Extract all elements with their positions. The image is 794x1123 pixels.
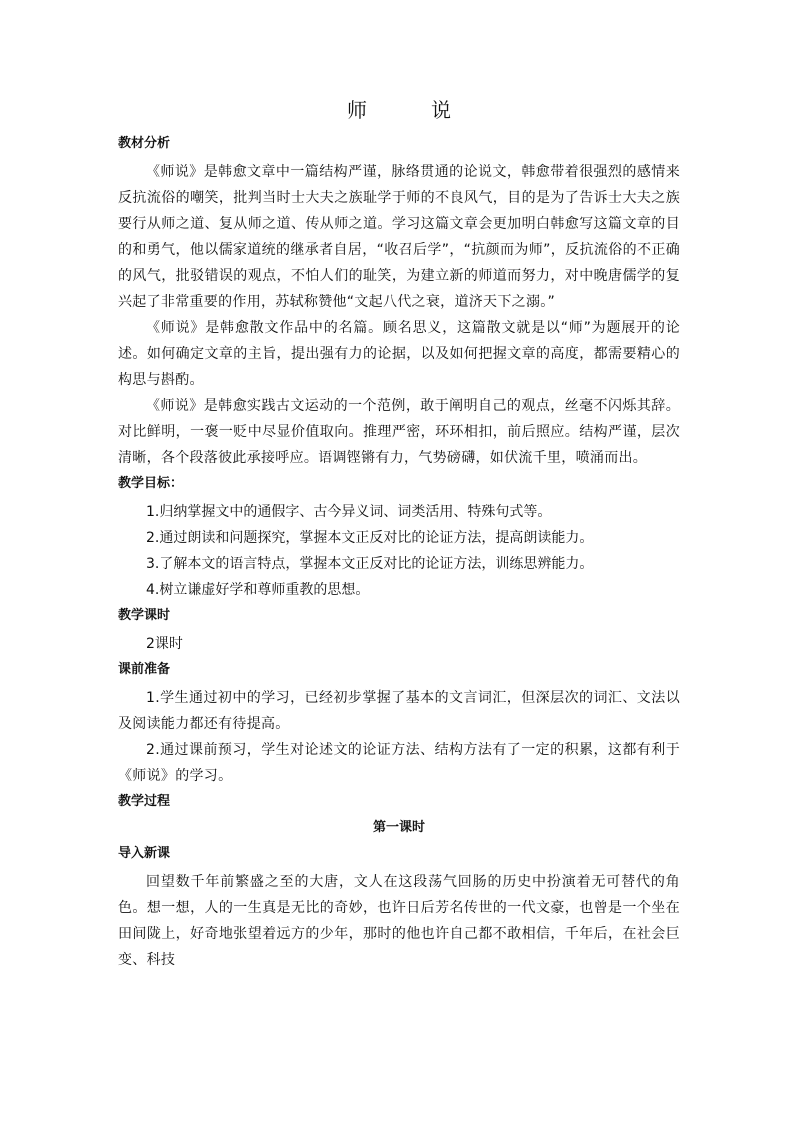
- hours-value: 2课时: [146, 636, 183, 652]
- analysis-paragraph-2: 《师说》是韩愈散文作品中的名篇。顾名思义，这篇散文就是以“师”为题展开的论述。如何确定文章的主旨，提出强有力的论据，以及如何把握文章的高度，都需要精心的构思与斟酌。: [118, 320, 680, 388]
- section-heading-hours: 教学课时: [118, 608, 171, 623]
- goal-item-4: 4.树立谦虚好学和尊师重教的思想。: [146, 582, 370, 598]
- section-heading-prep: 课前准备: [118, 662, 171, 677]
- document-page: [118, 95, 680, 973]
- prep-item-1: 1.学生通过初中的学习，已经初步掌握了基本的文言词汇，但深层次的词汇、文法以及阅读能力都还有待提高。: [118, 690, 680, 732]
- goal-item-1: 1.归纳掌握文中的通假字、古今异义词、词类活用、特殊句式等。: [146, 504, 552, 520]
- goal-item-3: 3.了解本文的语言特点，掌握本文正反对比的论证方法，训练思辨能力。: [146, 556, 594, 572]
- prep-item-2: 2.通过课前预习，学生对论述文的论证方法、结构方法有了一定的积累，这都有利于《师说》的学习。: [118, 742, 680, 784]
- section-heading-process: 教学过程: [118, 794, 171, 809]
- document-title: 师 说: [347, 98, 473, 122]
- intro-heading: 导入新课: [118, 846, 171, 861]
- analysis-paragraph-1: 《师说》是韩愈文章中一篇结构严谨，脉络贯通的论说文，韩愈带着很强烈的感情来反抗流俗的嘲笑，批判当时士大夫之族耻学于师的不良风气，目的是为了告诉士大夫之族要行从师之道、复从师之道、传从师之道。学习这篇文章会更加明白韩愈写这篇文章的目的和勇气，他以儒家道统的继承者自居，“收召后学”，“抗颜而为师”，反抗流俗的不正确的风气，批驳错误的观点，不怕人们的耻笑，为建立新的师道而努力，对中晚唐儒学的复兴起了非常重要的作用，苏轼称赞他“文起八代之衰，道济天下之溺。”: [118, 164, 680, 310]
- section-heading-analysis: 教材分析: [118, 136, 171, 151]
- analysis-paragraph-3: 《师说》是韩愈实践古文运动的一个范例，敢于阐明自己的观点，丝毫不闪烁其辞。对比鲜明，一褒一贬中尽显价值取向。推理严密，环环相扣，前后照应。结构严谨，层次清晰，各个段落彼此承接呼应。语调铿锵有力，气势磅礴，如伏流千里，喷涌而出。: [118, 398, 680, 466]
- section-heading-goals: 教学目标：: [118, 476, 184, 491]
- intro-paragraph: 回望数千年前繁盛之至的大唐，文人在这段荡气回肠的历史中扮演着无可替代的角色。想一想，人的一生真是无比的奇妙，也许日后芳名传世的一代文豪，也曾是一个坐在田间陇上，好奇地张望着远方的少年，那时的他也许自己都不敢相信，千年后，在社会巨变、科技: [118, 874, 680, 968]
- lesson-one-heading: 第一课时: [372, 820, 425, 835]
- goal-item-2: 2.通过朗读和问题探究，掌握本文正反对比的论证方法，提高朗读能力。: [146, 530, 594, 546]
